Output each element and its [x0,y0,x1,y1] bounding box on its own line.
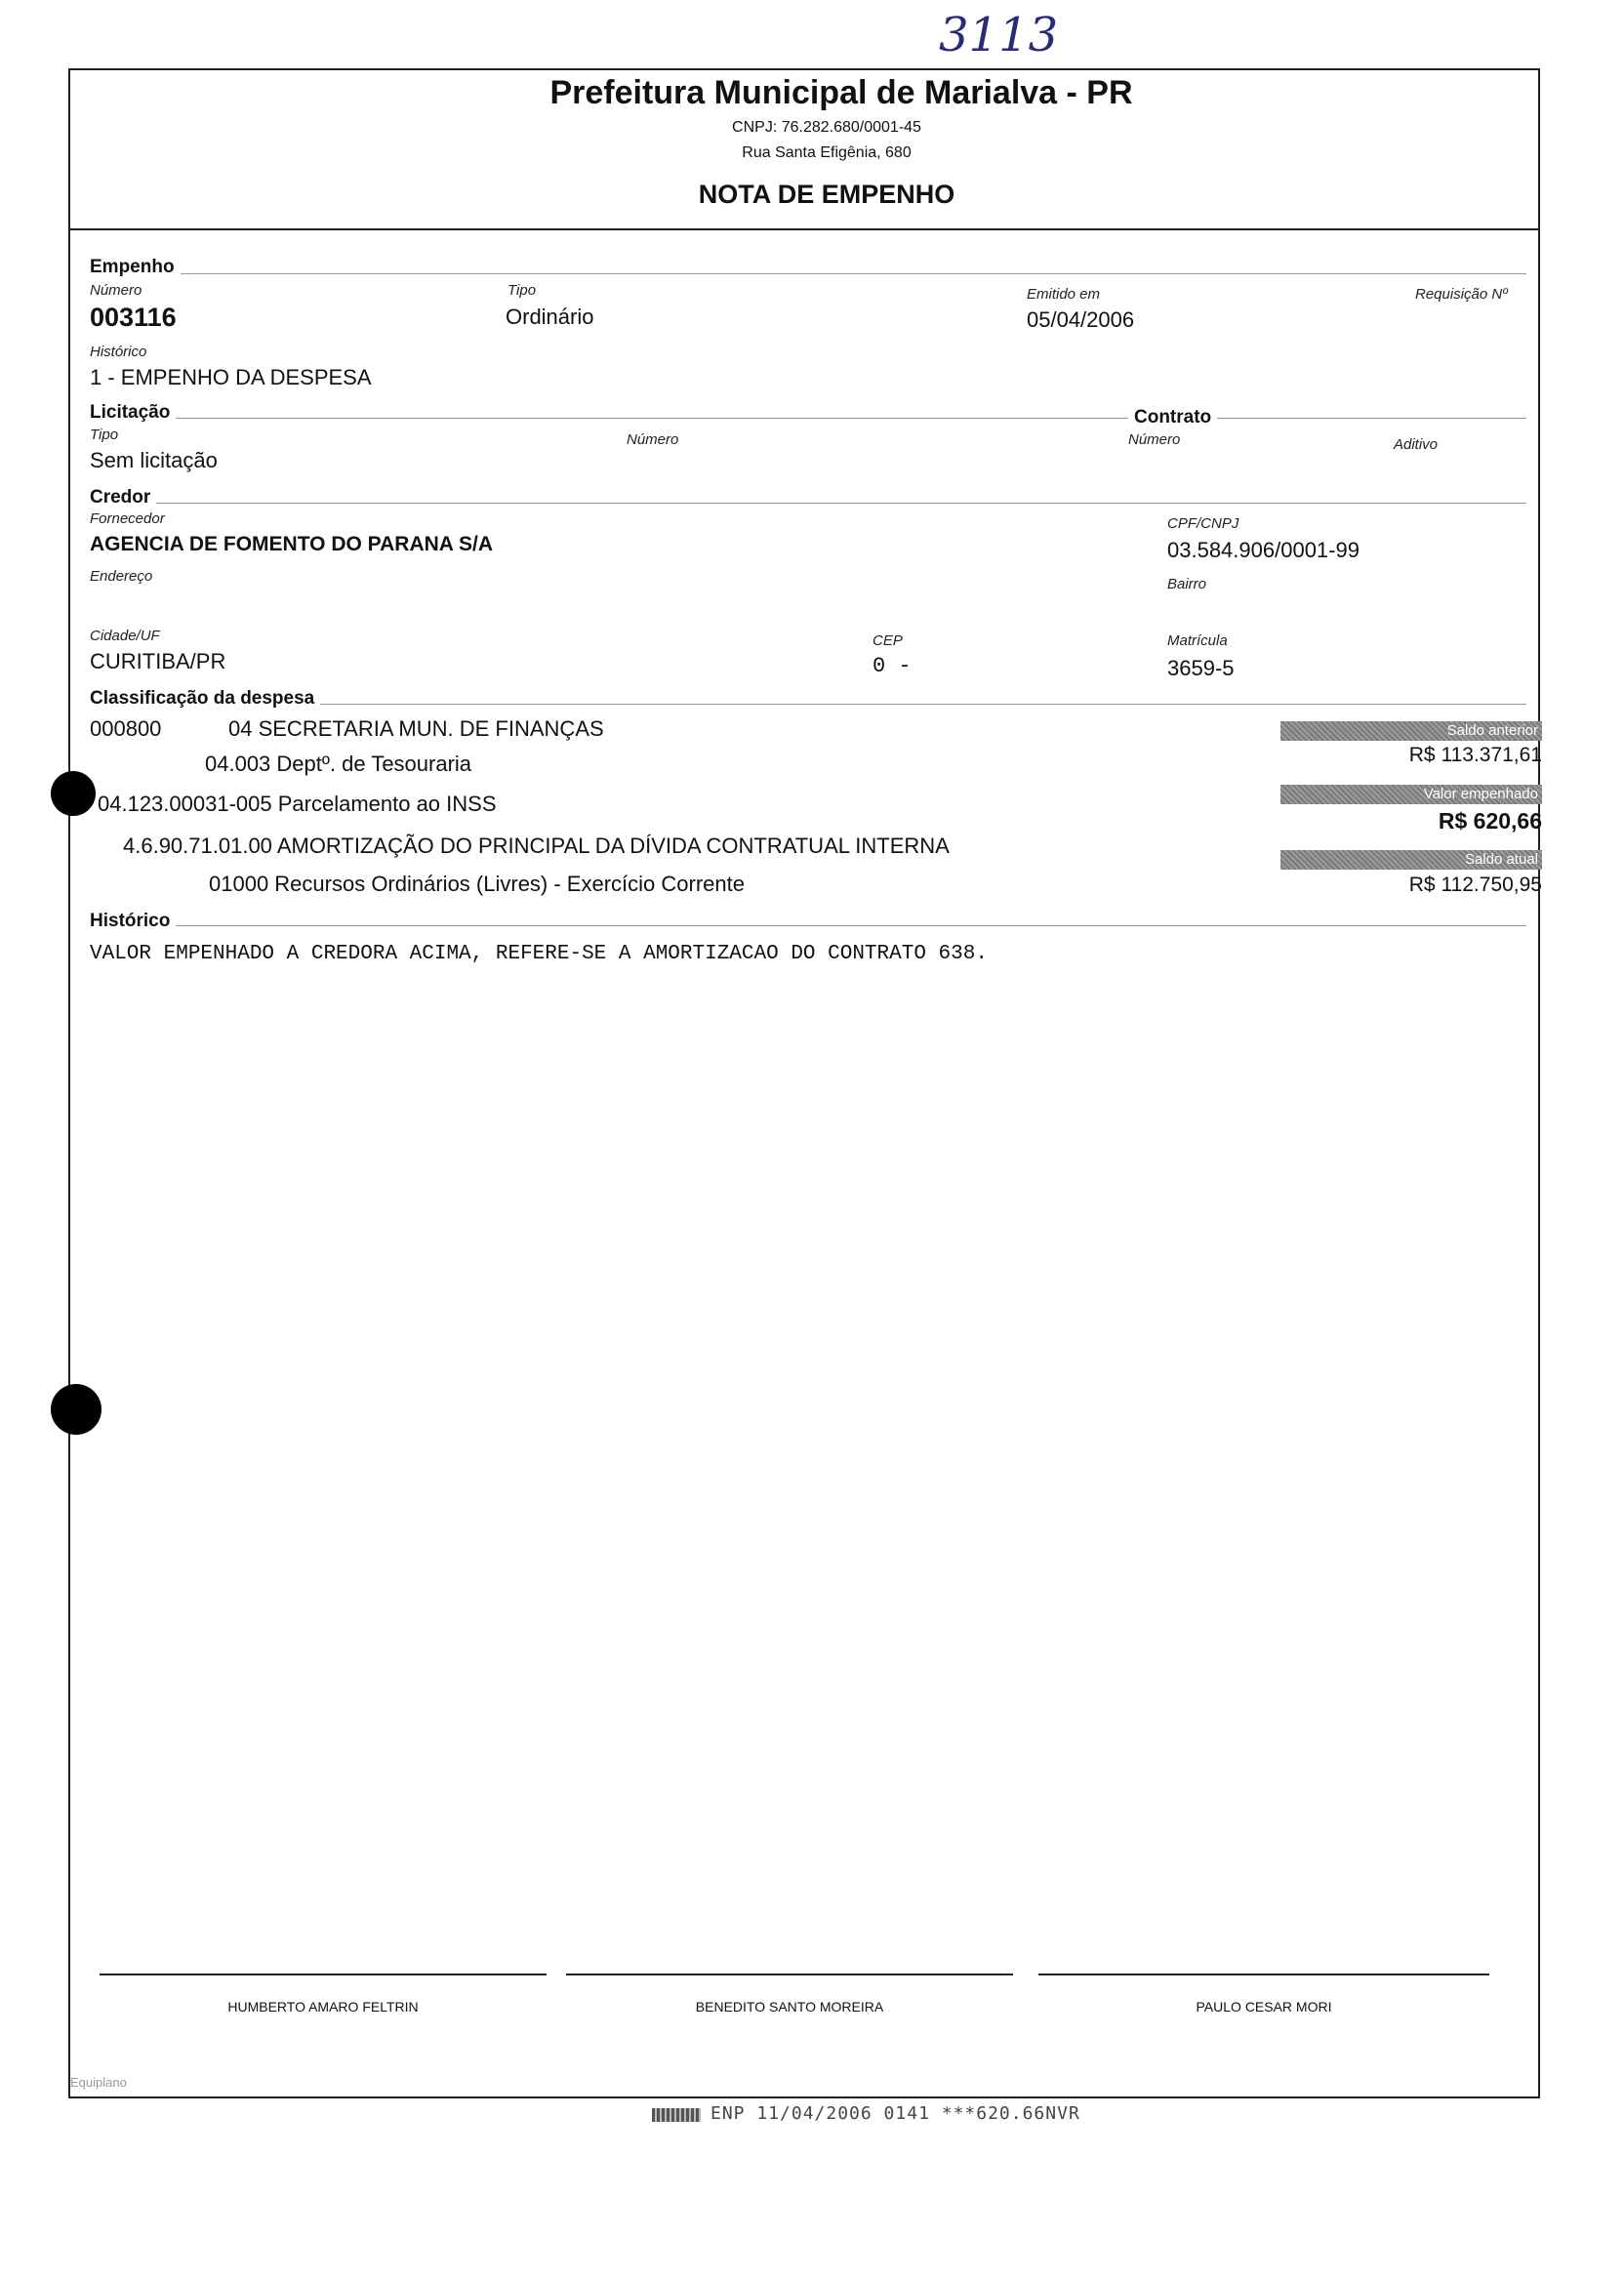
saldo-atual-label: Saldo atual [1280,850,1542,870]
empenho-emitido-label: Emitido em [1027,286,1101,303]
credor-section-label: Credor [90,487,156,509]
empenho-tipo-label: Tipo [508,282,537,299]
empenho-section-label: Empenho [90,257,181,278]
historico-rule [90,925,1526,926]
credor-cidade: CURITIBA/PR [90,649,226,673]
signature-name-2: BENEDITO SANTO MOREIRA [695,1999,884,2014]
valor-empenhado-label: Valor empenhado [1280,785,1542,804]
credor-bairro-label: Bairro [1167,576,1207,592]
credor-fornecedor: AGENCIA DE FOMENTO DO PARANA S/A [90,533,494,555]
empenho-numero: 003116 [90,303,177,332]
empenho-rule [90,273,1526,274]
empenho-historico: 1 - EMPENHO DA DESPESA [90,365,372,389]
signature-line-2 [566,1974,1013,1975]
header-divider [68,228,1540,230]
classificacao-line3: 04.123.00031-005 Parcelamento ao INSS [98,792,497,816]
empenho-emitido: 05/04/2006 [1027,307,1135,332]
signature-name-1: HUMBERTO AMARO FELTRIN [227,1999,419,2014]
credor-cep: 0 - [873,654,912,678]
contrato-numero-label: Número [1128,431,1181,448]
stamp-logo [652,2108,701,2122]
empenho-tipo: Ordinário [506,305,594,329]
classificacao-section-label: Classificação da despesa [90,688,320,710]
contrato-section-label: Contrato [1128,407,1217,428]
software-label: Equiplano [70,2075,127,2090]
punch-hole-bottom [51,1384,102,1435]
classificacao-line1: 04 SECRETARIA MUN. DE FINANÇAS [228,716,604,741]
licitacao-section-label: Licitação [90,402,176,424]
valor-empenhado-value: R$ 620,66 [1438,808,1542,834]
classificacao-line4: 4.6.90.71.01.00 AMORTIZAÇÃO DO PRINCIPAL DA DÍVIDA CONTRATUAL INTERNA [123,834,950,858]
header-cnpj: CNPJ: 76.282.680/0001-45 [732,119,921,136]
licitacao-tipo: Sem licitação [90,448,218,472]
mechanical-stamp: ENP 11/04/2006 0141 ***620.66NVR [710,2103,1080,2124]
credor-matricula-label: Matrícula [1167,632,1228,649]
signature-line-3 [1038,1974,1489,1975]
empenho-numero-label: Número [90,282,142,299]
punch-hole-top [51,771,96,816]
licitacao-tipo-label: Tipo [90,427,119,443]
classificacao-code: 000800 [90,716,162,741]
credor-endereco-label: Endereço [90,568,153,585]
historico-text: VALOR EMPENHADO A CREDORA ACIMA, REFERE-SE A AMORTIZACAO DO CONTRATO 638. [90,943,988,965]
saldo-anterior-value: R$ 113.371,61 [1408,744,1542,766]
signature-line-1 [100,1974,547,1975]
licitacao-numero-label: Número [627,431,679,448]
credor-cep-label: CEP [873,632,903,649]
saldo-atual-value: R$ 112.750,95 [1408,874,1542,896]
credor-cidade-label: Cidade/UF [90,628,160,644]
signature-name-3: PAULO CESAR MORI [1196,1999,1332,2014]
credor-fornecedor-label: Fornecedor [90,510,165,527]
document-title: NOTA DE EMPENHO [698,180,955,209]
header-address: Rua Santa Efigênia, 680 [742,144,912,161]
credor-rule [90,503,1526,504]
historico-section-label: Histórico [90,911,176,932]
saldo-anterior-label: Saldo anterior [1280,721,1542,741]
classificacao-line2: 04.003 Deptº. de Tesouraria [205,752,472,776]
credor-cpf: 03.584.906/0001-99 [1167,538,1360,562]
contrato-aditivo-label: Aditivo [1394,436,1439,453]
page-title: Prefeitura Municipal de Marialva - PR [549,74,1133,111]
empenho-requisicao-label: Requisição Nº [1415,286,1508,303]
credor-matricula: 3659-5 [1167,656,1235,680]
empenho-historico-label: Histórico [90,344,147,360]
handwritten-number: 3113 [939,8,1059,62]
classificacao-line5: 01000 Recursos Ordinários (Livres) - Exercício Corrente [209,872,745,896]
licitacao-rule [90,418,1526,419]
credor-cpf-label: CPF/CNPJ [1167,515,1239,532]
